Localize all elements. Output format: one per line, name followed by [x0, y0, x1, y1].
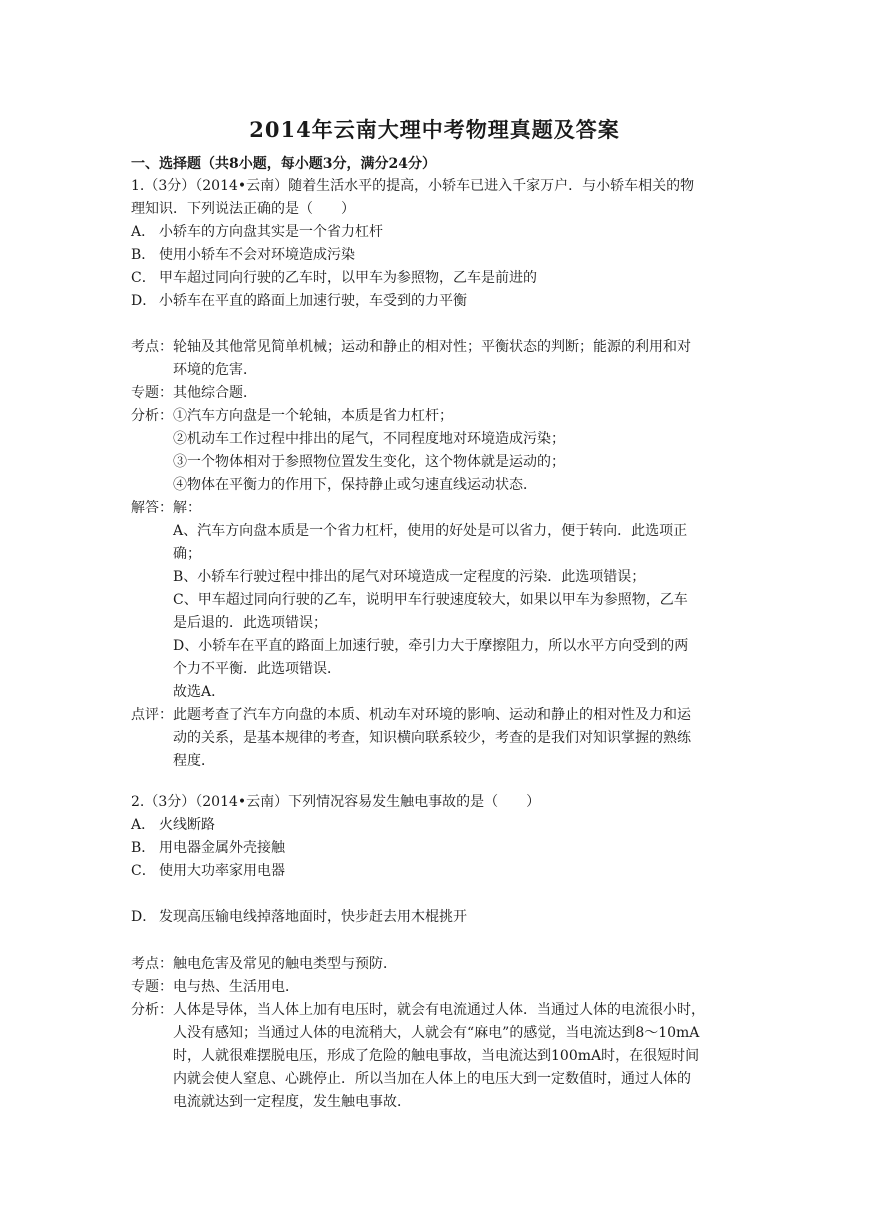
- page-title: 2014年云南大理中考物理真题及答案: [249, 117, 620, 142]
- fenxi-line-3: ③一个物体相对于参照物位置发生变化，这个物体就是运动的；: [173, 454, 565, 470]
- question-1-analysis: [131, 336, 741, 773]
- q2-fenxi-label: 分析：: [131, 1002, 173, 1018]
- dianping-line-1: 点评：此题考查了汽车方向盘的本质、机动车对环境的影响、运动和静止的相对性及力和运: [131, 704, 741, 727]
- fenxi-line-1: 分析：①汽车方向盘是一个轮轴，本质是省力杠杆；: [131, 405, 741, 428]
- jieda-label: 解答：: [131, 500, 173, 516]
- question-2-stem: 2.（3分）（2014•云南）下列情况容易发生触电事故的是（ ）: [131, 794, 541, 810]
- kaodian-line-1: 考点：轮轴及其他常见简单机械；运动和静止的相对性；平衡状态的判断；能源的利用和对: [131, 336, 741, 359]
- dianping-line-3: 程度．: [173, 753, 215, 769]
- q2-fenxi-line-2: 人没有感知；当通过人体的电流稍大，人就会有“麻电”的感觉，当电流达到8～10mA: [173, 1025, 700, 1041]
- question-2-option-c: C． 使用大功率家用电器: [131, 863, 285, 879]
- question-1-stem-line-2: 理知识．下列说法正确的是（ ）: [131, 201, 355, 217]
- q2-fenxi-line-3: 时，人就很难摆脱电压，形成了危险的触电事故，当电流达到100mA时，在很短时间: [173, 1048, 700, 1064]
- q2-fenxi-line-1: 分析：人体是导体，当人体上加有电压时，就会有电流通过人体．当通过人体的电流很小时，: [131, 999, 741, 1022]
- question-1-option-c: C． 甲车超过同向行驶的乙车时，以甲车为参照物，乙车是前进的: [131, 270, 537, 286]
- question-1-option-d: D． 小轿车在平直的路面上加速行驶，车受到的力平衡: [131, 293, 467, 309]
- question-2-option-d-block: [131, 906, 741, 929]
- jieda-line-5: C、甲车超过同向行驶的乙车，说明甲车行驶速度较大，如果以甲车为参照物，乙车: [173, 592, 688, 608]
- question-2-option-d: D． 发现高压输电线掉落地面时，快步赶去用木棍挑开: [131, 909, 467, 925]
- dianping-label: 点评：: [131, 707, 173, 723]
- fenxi-label: 分析：: [131, 408, 173, 424]
- kaodian-label: 考点：: [131, 339, 173, 355]
- question-2-option-b: B． 用电器金属外壳接触: [131, 840, 285, 856]
- q2-fenxi-line-4: 内就会使人窒息、心跳停止．所以当加在人体上的电压大到一定数值时，通过人体的: [173, 1071, 691, 1087]
- fenxi-line-2: ②机动车工作过程中排出的尾气，不同程度地对环境造成污染；: [173, 431, 565, 447]
- zhuanti-label: 专题：: [131, 385, 173, 401]
- q2-zhuanti-line: 专题：电与热、生活用电．: [131, 976, 741, 999]
- question-1-option-a: A． 小轿车的方向盘其实是一个省力杠杆: [131, 224, 383, 240]
- jieda-line-1: 解答：解：: [131, 497, 741, 520]
- question-2: [131, 791, 741, 883]
- section-heading: 一、选择题（共8小题，每小题3分，满分24分）: [131, 156, 436, 172]
- q2-zhuanti-label: 专题：: [131, 979, 173, 995]
- jieda-line-7: D、小轿车在平直的路面上加速行驶，牵引力大于摩擦阻力，所以水平方向受到的两: [173, 638, 689, 654]
- kaodian-line-2: 环境的危害．: [173, 362, 257, 378]
- q2-fenxi-line-5: 电流就达到一定程度，发生触电事故．: [173, 1094, 411, 1110]
- dianping-line-2: 动的关系，是基本规律的考查，知识横向联系较少，考查的是我们对知识掌握的熟练: [173, 730, 691, 746]
- question-2-analysis: [131, 953, 741, 1114]
- zhuanti-line: 专题：其他综合题．: [131, 382, 741, 405]
- jieda-line-4: B、小轿车行驶过程中排出的尾气对环境造成一定程度的污染．此选项错误；: [173, 569, 646, 585]
- jieda-line-8: 个力不平衡．此选项错误．: [173, 661, 341, 677]
- q2-kaodian-label: 考点：: [131, 956, 173, 972]
- jieda-line-9: 故选A．: [173, 684, 226, 700]
- jieda-line-6: 是后退的．此选项错误；: [173, 615, 327, 631]
- question-2-option-a: A． 火线断路: [131, 817, 215, 833]
- jieda-line-3: 确；: [173, 546, 201, 562]
- question-1-option-b: B． 使用小轿车不会对环境造成污染: [131, 247, 355, 263]
- question-1: [131, 175, 741, 313]
- jieda-line-2: A、汽车方向盘本质是一个省力杠杆，使用的好处是可以省力，便于转向．此选项正: [173, 523, 688, 539]
- fenxi-line-4: ④物体在平衡力的作用下，保持静止或匀速直线运动状态．: [173, 477, 537, 493]
- question-1-stem-line-1: 1.（3分）（2014•云南）随着生活水平的提高，小轿车已进入千家万户．与小轿车相关的物: [131, 178, 695, 194]
- q2-kaodian-line: 考点：触电危害及常见的触电类型与预防．: [131, 953, 741, 976]
